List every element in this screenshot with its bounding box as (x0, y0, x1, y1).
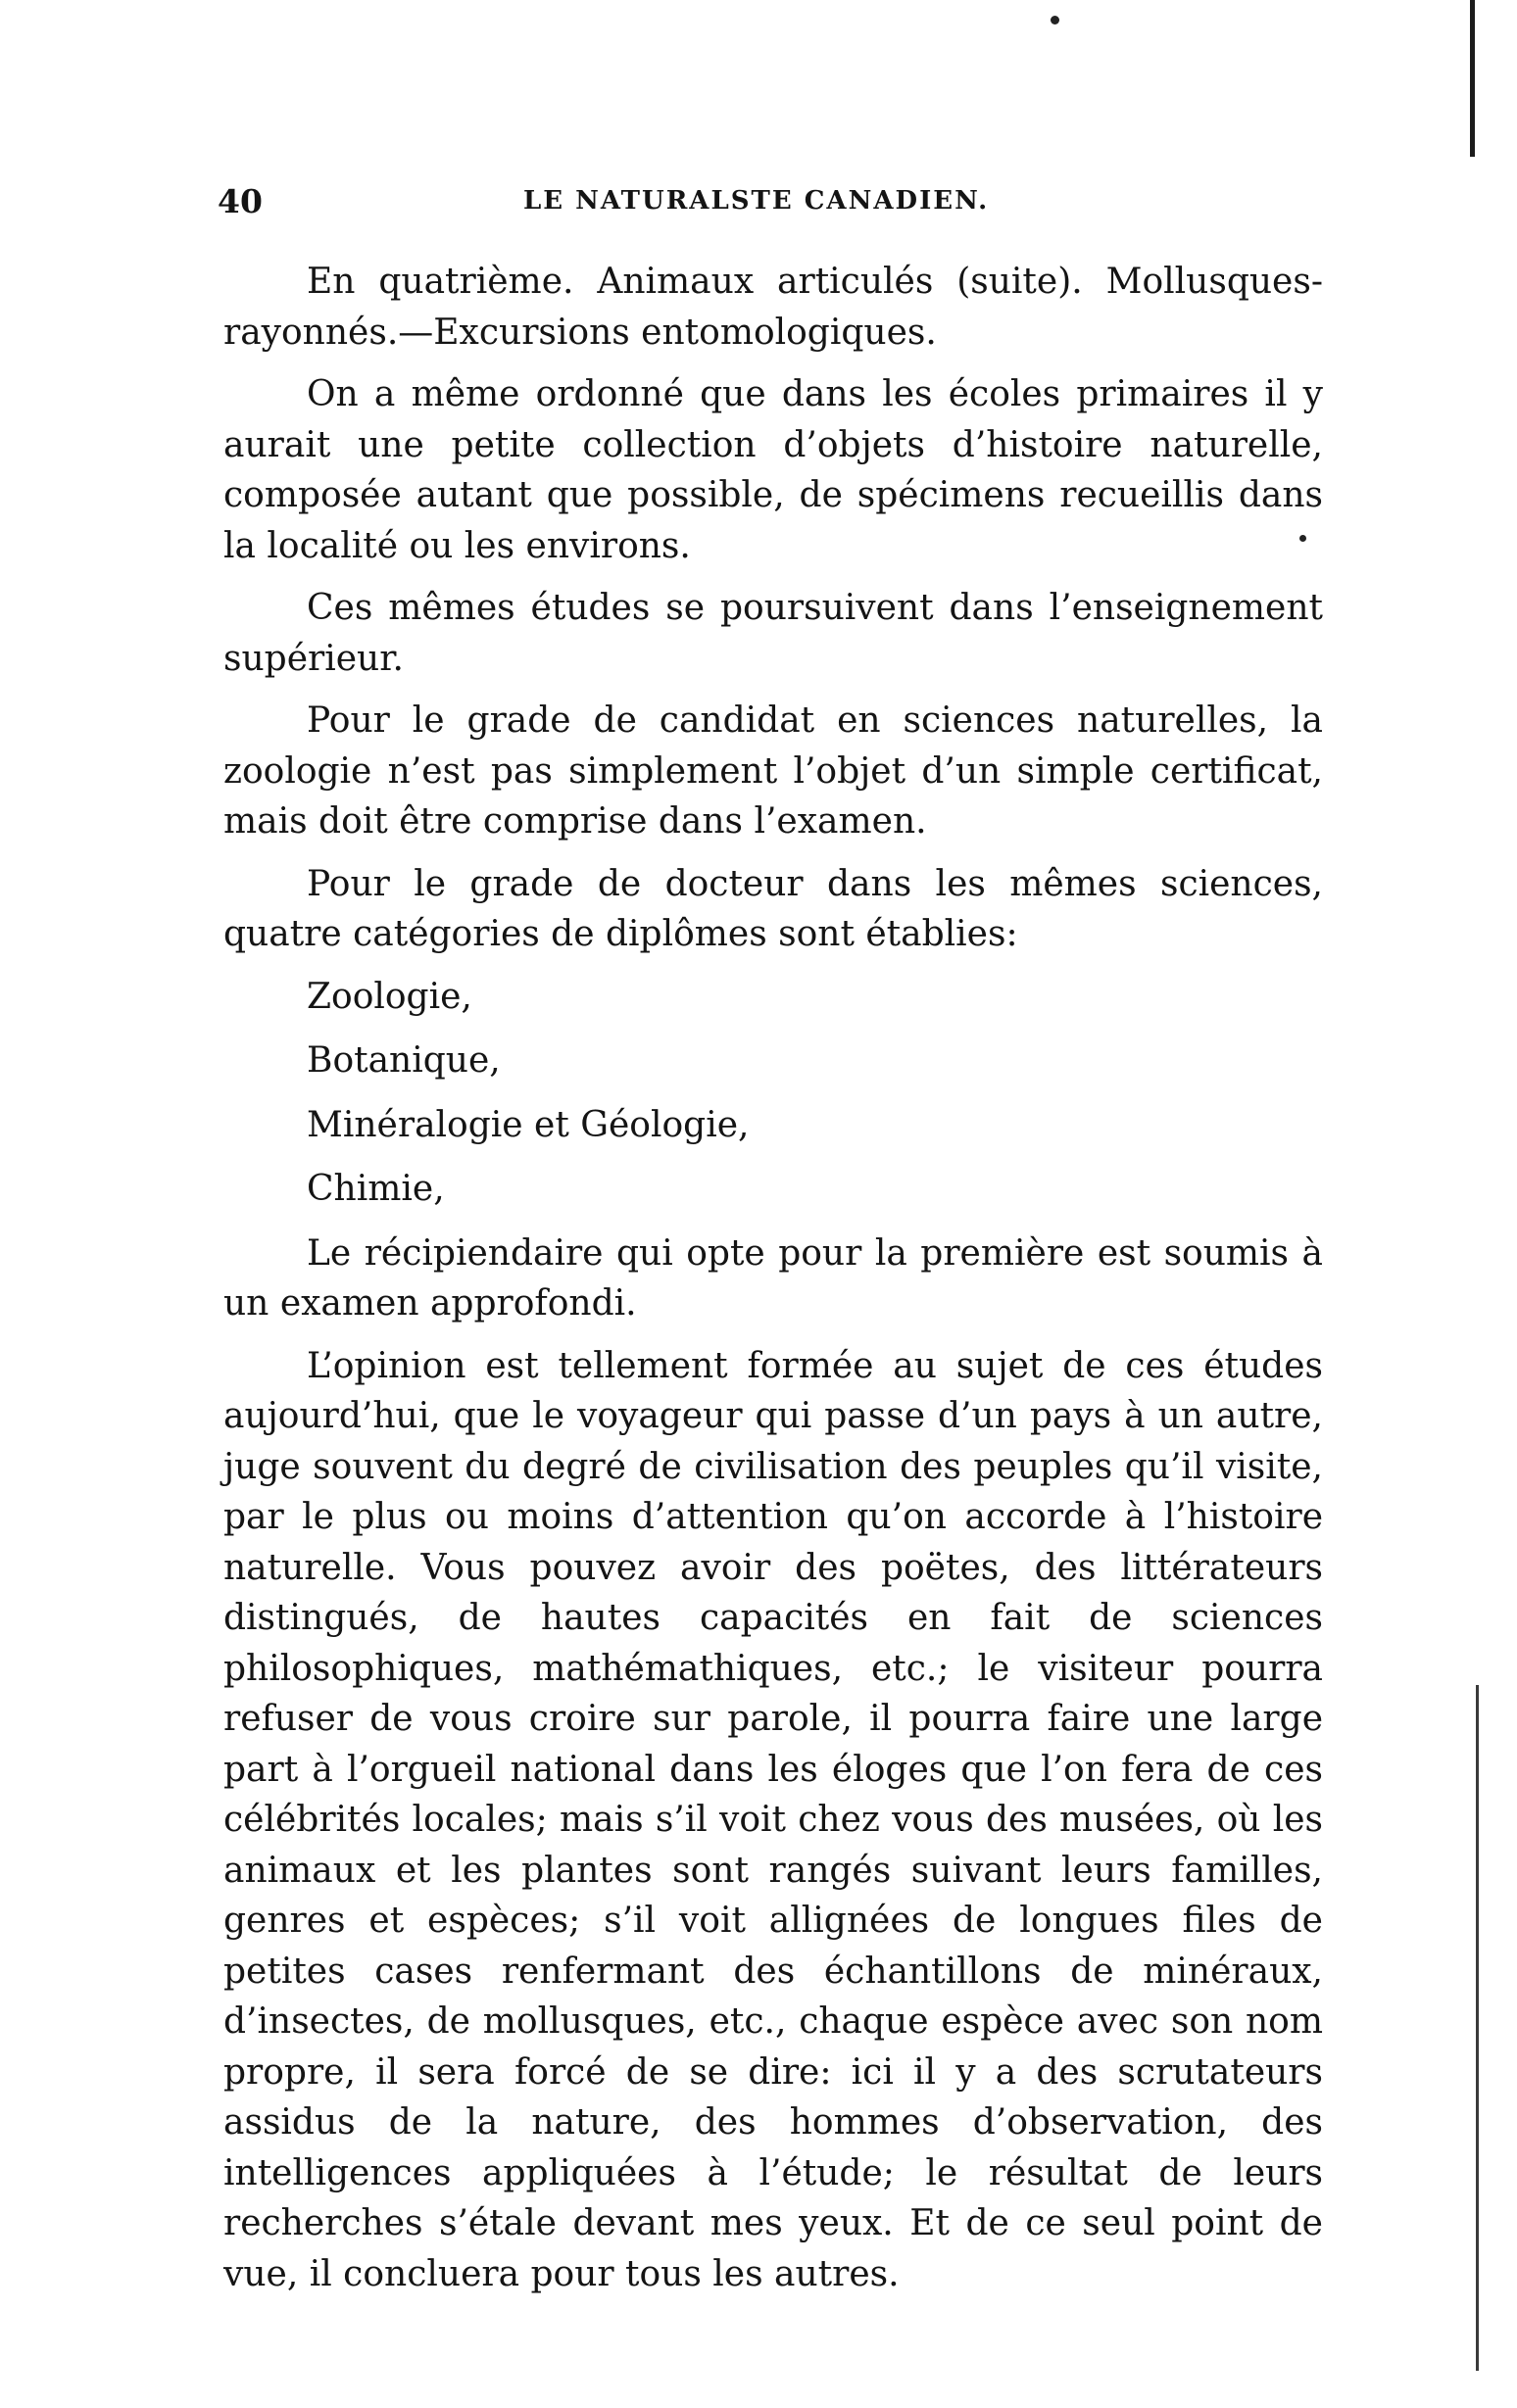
diploma-category: Zoologie, (307, 976, 472, 1017)
body-text (223, 257, 1323, 2311)
scan-edge-top (1470, 0, 1475, 157)
paragraph: Pour le grade de docteur dans les mêmes sciences, quatre catégories de diplômes sont établies: (223, 863, 1323, 954)
diploma-category: Minéralogie et Géologie, (307, 1104, 750, 1145)
diploma-category: Chimie, (307, 1169, 445, 1209)
paragraph: On a même ordonné que dans les écoles primaires il y aurait une petite collection d’objets d’histoire naturelle, composée autant que possible, de spécimens recueillis dans la localité ou les environs. (223, 374, 1323, 566)
paragraph: Le récipiendaire qui opte pour la première est soumis à un examen approfondi. (223, 1232, 1323, 1324)
page-number: 40 (218, 182, 263, 220)
scan-speck (1051, 16, 1059, 24)
paragraph: En quatrième. Animaux articulés (suite). Mollusques-rayonnés.—Excursions entomologiques. (223, 262, 1323, 353)
paragraph: Ces mêmes études se poursuivent dans l’enseignement supérieur. (223, 588, 1323, 679)
paragraph: Pour le grade de candidat en sciences naturelles, la zoologie n’est pas simplement l’objet d’un simple certificat, mais doit être comprise dans l’examen. (223, 700, 1323, 842)
paragraph: L’opinion est tellement formée au sujet de ces études aujourd’hui, que le voyageur qui passe d’un pays à un autre, juge souvent du degré de civilisation des peuples qu’il visite, par le plus ou moins d’attention qu’on accorde à l’histoire naturelle. Vous pouvez avoir des poëtes, des littérateurs distingués, de hautes capacités en fait de sciences philosophiques, mathémathiques, etc.; le visiteur pourra refuser de vous croire sur parole, il pourra faire une large part à l’orgueil national dans les éloges que l’on fera de ces célébrités locales; mais s’il voit chez vous des musées, où les animaux et les plantes sont rangés suivant leurs familles, genres et espèces; s’il voit allignées de longues files de petites cases renfermant des échantillons de minéraux, d’insectes, de mollusques, etc., chaque espèce avec son nom propre, il sera forcé de se dire: ici il y a des scrutateurs assidus de la nature, des hommes d’observation, des intelligences appliquées à l’étude; le résultat de leurs recherches s’étale devant mes yeux. Et de ce seul point de vue, il concluera pour tous les autres. (223, 1345, 1323, 2294)
diploma-category: Botanique, (307, 1040, 501, 1081)
running-head: LE NATURALSTE CANADIEN. (523, 186, 990, 216)
scan-edge-right (1476, 1685, 1479, 2371)
page-header (218, 182, 1325, 221)
